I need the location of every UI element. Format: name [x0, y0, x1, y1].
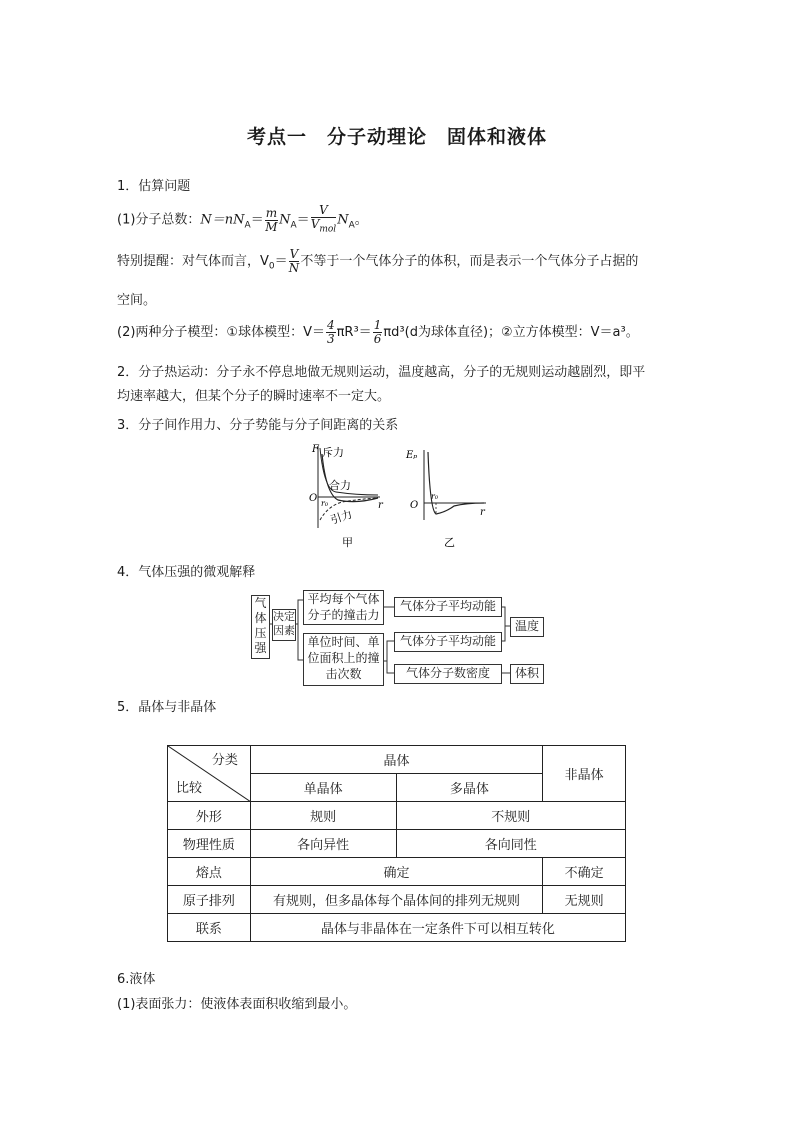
crystal-comparison-table — [167, 745, 626, 942]
period: 。 — [354, 212, 368, 228]
r0-label: r₀ — [431, 492, 439, 501]
fraction — [373, 319, 383, 346]
denominator-text: V — [310, 217, 320, 231]
table-row — [168, 914, 626, 942]
header-polycrystal: 多晶体 — [396, 774, 543, 802]
caption-a: 甲 — [342, 536, 353, 549]
thermal-motion-line-2: 均速率越大，但某个分子的瞬时速率不一定大。 — [117, 389, 391, 404]
space-line: 空间。 — [117, 293, 157, 308]
subscript: A — [244, 220, 251, 231]
fraction — [289, 248, 300, 275]
subscript: A — [290, 220, 297, 231]
origin-label: O — [309, 493, 318, 504]
subscript: mol — [319, 224, 337, 235]
x-axis-label: r — [378, 500, 383, 511]
text: πd³(d为球体直径)；②立方体模型：V＝a³。 — [383, 325, 639, 340]
cell: 无规则 — [543, 886, 626, 914]
corner-top: 分类 — [211, 753, 238, 768]
row-label: 物理性质 — [168, 830, 251, 858]
text: 特别提醒：对气体而言，V — [117, 254, 269, 269]
special-reminder-line — [117, 248, 638, 275]
fraction — [311, 204, 337, 236]
text: (1)分子总数： — [117, 212, 201, 228]
avg-kinetic-energy-box-2: 气体分子平均动能 — [394, 632, 502, 652]
text: (2)两种分子模型：①球体模型：V＝ — [117, 325, 325, 340]
section-3-heading: 3．分子间作用力、分子势能与分子间距离的关系 — [117, 418, 399, 433]
avg-kinetic-energy-box-1: 气体分子平均动能 — [394, 597, 502, 617]
formula: N — [279, 212, 291, 228]
equals: ＝ — [296, 212, 310, 228]
number-density-box: 气体分子数密度 — [394, 664, 502, 684]
y-axis-label: Eₚ — [406, 450, 418, 461]
thermal-motion-line-1: 2．分子热运动：分子永不停息地做无规则运动，温度越高，分子的无规则运动越剧烈，即平 — [117, 365, 646, 380]
row-label: 联系 — [168, 914, 251, 942]
resultant-label: 合力 — [329, 479, 351, 492]
r0-label: r₀ — [321, 499, 329, 508]
cell: 有规则，但多晶体每个晶体间的排列无规则 — [250, 886, 542, 914]
equals: ＝ — [250, 212, 264, 228]
subscript: 0 — [268, 261, 275, 272]
repulsion-label: 斥力 — [322, 446, 344, 459]
volume-box: 体积 — [510, 664, 544, 684]
origin-label: O — [410, 500, 419, 511]
table-row — [168, 802, 626, 830]
molecule-models-line — [117, 319, 639, 346]
impact-force-box: 平均每个气体分子的撞击力 — [303, 590, 384, 625]
total-molecules-line — [117, 204, 368, 236]
header-single-crystal: 单晶体 — [250, 774, 396, 802]
force-diagram — [309, 444, 384, 549]
attraction-label: 引力 — [328, 507, 354, 527]
row-label: 原子排列 — [168, 886, 251, 914]
row-label: 外形 — [168, 802, 251, 830]
cell: 晶体与非晶体在一定条件下可以相互转化 — [250, 914, 625, 942]
cell: 确定 — [250, 858, 542, 886]
cell: 不规则 — [396, 802, 626, 830]
denominator: 6 — [373, 332, 382, 346]
numerator: V — [289, 247, 299, 261]
table-row — [168, 830, 626, 858]
cell: 规则 — [250, 802, 396, 830]
temperature-box: 温度 — [510, 617, 544, 637]
section-1-heading: 1．估算问题 — [117, 179, 191, 194]
section-6-heading: 6.液体 — [117, 972, 156, 987]
subscript: A — [348, 220, 355, 231]
text: 不等于一个气体分子的体积，而是表示一个气体分子占据的 — [300, 254, 639, 269]
potential-energy-diagram — [405, 450, 486, 549]
corner-bottom: 比较 — [176, 781, 203, 796]
caption-b: 乙 — [444, 536, 455, 549]
equals: ＝ — [274, 254, 288, 269]
fraction — [326, 319, 336, 346]
determining-factors-box: 决定因素 — [272, 609, 296, 641]
denominator — [311, 218, 337, 236]
numerator: V — [311, 204, 337, 218]
cell: 各向同性 — [396, 830, 626, 858]
denominator: 3 — [326, 332, 335, 346]
cell: 不确定 — [543, 858, 626, 886]
surface-tension-line: (1)表面张力：使液体表面积收缩到最小。 — [117, 997, 357, 1012]
denominator: N — [288, 261, 300, 275]
header-amorphous: 非晶体 — [543, 746, 626, 802]
formula: N＝nN — [200, 212, 245, 228]
page-title: 考点一 分子动理论 固体和液体 — [246, 126, 547, 148]
collision-count-box: 单位时间、单位面积上的撞击次数 — [303, 633, 384, 686]
numerator: m — [265, 205, 278, 220]
section-5-heading: 5．晶体与非晶体 — [117, 700, 217, 715]
header-crystal: 晶体 — [250, 746, 542, 774]
section-4-heading: 4．气体压强的微观解释 — [117, 565, 256, 580]
table-row — [168, 886, 626, 914]
x-axis-label: r — [480, 507, 485, 518]
table-row — [168, 858, 626, 886]
force-energy-figures — [296, 440, 501, 552]
numerator: 4 — [326, 318, 335, 332]
denominator: M — [265, 219, 278, 234]
fraction — [265, 207, 278, 234]
cell: 各向异性 — [250, 830, 396, 858]
gas-pressure-box: 气体压强 — [251, 595, 270, 659]
row-label: 熔点 — [168, 858, 251, 886]
y-axis-label: F — [312, 444, 319, 455]
numerator: 1 — [373, 318, 382, 332]
corner-cell — [168, 746, 251, 802]
formula: N — [337, 212, 349, 228]
text: πR³＝ — [336, 325, 372, 340]
